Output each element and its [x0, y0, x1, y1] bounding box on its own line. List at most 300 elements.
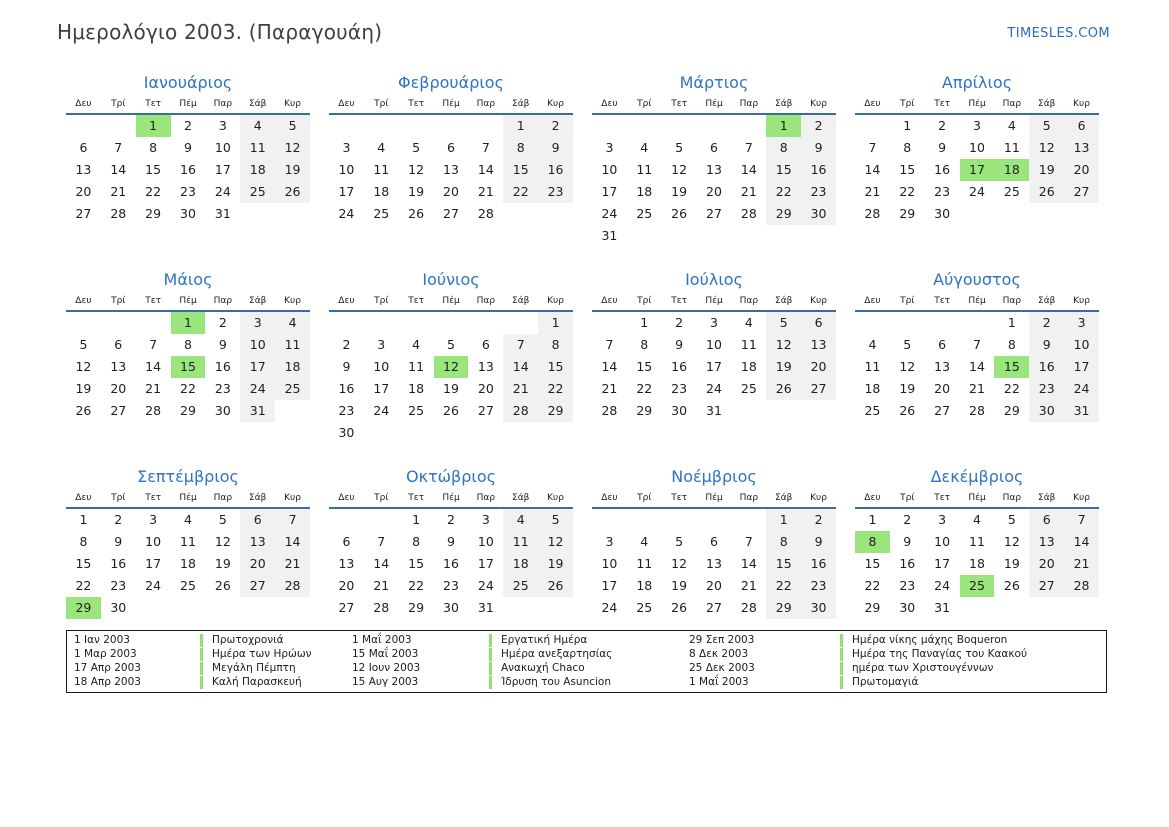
month-2	[329, 73, 573, 247]
legend-date: 12 Ιουν 2003	[352, 662, 421, 674]
empty-day-cell	[731, 509, 766, 531]
day-cell: 5	[675, 140, 684, 155]
day-cell: 9	[675, 337, 684, 352]
day-cell: 8	[640, 337, 649, 352]
empty-day-cell	[1029, 203, 1064, 225]
day-cell: 7	[973, 337, 981, 352]
day-cell: 3	[218, 118, 227, 133]
day-cell: 2	[218, 315, 227, 330]
month-title: Ιούνιος	[422, 270, 480, 289]
day-cell: 23	[214, 381, 231, 396]
day-cell: 6	[79, 140, 88, 155]
weekday-label: Τετ	[934, 493, 951, 503]
day-cell: 19	[671, 184, 688, 199]
empty-day-cell	[66, 115, 101, 137]
weekday-label: Τρί	[900, 99, 915, 109]
day-cell: 22	[145, 184, 162, 199]
empty-day-cell	[364, 312, 399, 334]
empty-day-cell	[503, 422, 538, 444]
weekend-day-cell: 9	[538, 137, 573, 159]
day-cell: 24	[477, 578, 494, 593]
day-cell: 19	[671, 578, 688, 593]
empty-day-cell	[171, 422, 206, 444]
empty-day-cell	[275, 400, 310, 422]
weekend-day-cell: 7	[503, 334, 538, 356]
day-cell: 20	[75, 184, 92, 199]
week-row	[329, 400, 573, 422]
legend-date: 1 Ιαν 2003	[74, 634, 130, 646]
empty-day-cell	[731, 115, 766, 137]
week-row	[329, 334, 573, 356]
day-cell: 8	[79, 534, 88, 549]
day-cell: 6	[938, 337, 947, 352]
day-cell: 17	[934, 556, 951, 571]
week-row	[855, 181, 1099, 203]
day-cell: 9	[218, 337, 227, 352]
day-cell: 7	[481, 140, 490, 155]
weekday-label: Τρί	[900, 493, 915, 503]
weekday-label: Τρί	[637, 296, 652, 306]
day-cell: 29	[636, 403, 653, 418]
weekday-header-row	[66, 99, 310, 115]
week-row	[855, 225, 1099, 247]
legend-date: 15 Μαΐ 2003	[352, 648, 419, 660]
weekday-label: Κυρ	[284, 99, 301, 109]
week-row	[855, 159, 1099, 181]
weekend-day-cell: 27	[240, 575, 275, 597]
day-cell: 17	[706, 359, 722, 374]
empty-day-cell	[171, 597, 206, 619]
day-cell: 7	[868, 140, 877, 155]
day-cell: 2	[938, 118, 947, 133]
weekend-day-cell: 17	[240, 356, 275, 378]
weekday-label: Κυρ	[547, 493, 564, 503]
day-cell: 20	[706, 184, 722, 199]
day-cell: 3	[149, 512, 158, 527]
weekday-label: Πέμ	[968, 296, 986, 306]
weekday-label: Τετ	[671, 99, 688, 109]
week-row	[592, 312, 836, 334]
day-cell: 17	[338, 184, 355, 199]
day-cell: 4	[973, 512, 981, 527]
empty-day-cell	[731, 400, 766, 422]
weekday-label: Τετ	[145, 493, 162, 503]
legend-date: 15 Αυγ 2003	[352, 676, 419, 688]
week-row	[592, 225, 836, 247]
day-cell: 12	[671, 162, 688, 177]
day-cell: 29	[864, 600, 881, 615]
weekday-label: Πέμ	[705, 99, 723, 109]
weekend-day-cell: 22	[538, 378, 573, 400]
empty-day-cell	[468, 422, 503, 444]
day-cell: 15	[864, 556, 881, 571]
weekend-day-cell: 20	[1064, 159, 1099, 181]
day-cell: 11	[373, 162, 390, 177]
weekday-label: Τετ	[934, 296, 951, 306]
weekday-label: Πέμ	[179, 493, 197, 503]
day-cell: 2	[675, 315, 684, 330]
day-cell: 3	[710, 315, 718, 330]
month-title: Μάρτιος	[679, 73, 749, 92]
calendar-months	[66, 73, 1099, 641]
weekend-day-cell: 9	[801, 531, 836, 553]
empty-day-cell	[855, 115, 890, 137]
empty-day-cell	[1029, 225, 1064, 247]
day-cell: 30	[443, 600, 459, 615]
week-row	[592, 597, 836, 619]
day-cell: 19	[408, 184, 425, 199]
day-cell: 25	[1003, 184, 1020, 199]
day-cell: 1	[868, 512, 877, 527]
week-row	[855, 137, 1099, 159]
weekday-header-row	[855, 99, 1099, 115]
weekday-header-row	[329, 493, 573, 509]
empty-day-cell	[538, 203, 573, 225]
weekday-label: Κυρ	[284, 296, 301, 306]
day-cell: 11	[864, 359, 881, 374]
day-cell: 4	[1007, 118, 1016, 133]
weekend-day-cell: 5	[1029, 115, 1064, 137]
weekend-day-cell: 5	[766, 312, 801, 334]
day-cell: 14	[864, 162, 881, 177]
weekday-label: Σάβ	[249, 493, 267, 503]
week-row	[329, 509, 573, 531]
day-cell: 7	[149, 337, 158, 352]
weekend-day-cell: 21	[275, 553, 310, 575]
day-cell: 4	[377, 140, 386, 155]
weekend-day-cell: 20	[240, 553, 275, 575]
week-row	[855, 378, 1099, 400]
empty-day-cell	[662, 225, 697, 247]
weekday-header-row	[329, 99, 573, 115]
empty-day-cell	[627, 509, 662, 531]
holiday-day-cell: 29	[66, 597, 101, 619]
weekend-day-cell: 11	[275, 334, 310, 356]
week-row	[66, 137, 310, 159]
empty-day-cell	[503, 225, 538, 247]
weekend-day-cell: 30	[1029, 400, 1064, 422]
legend-holiday-name: Καλή Παρασκευή	[200, 676, 352, 689]
day-cell: 6	[447, 140, 455, 155]
weekend-day-cell: 20	[801, 356, 836, 378]
weekend-day-cell: 6	[240, 509, 275, 531]
weekend-day-cell: 13	[801, 334, 836, 356]
week-row	[329, 422, 573, 444]
day-cell: 7	[377, 534, 386, 549]
weekend-day-cell: 16	[1029, 356, 1064, 378]
day-cell: 2	[114, 512, 123, 527]
day-cell: 14	[601, 359, 618, 374]
day-cell: 25	[408, 403, 425, 418]
weekend-day-cell: 28	[275, 575, 310, 597]
day-cell: 31	[934, 600, 951, 615]
weekend-day-cell: 15	[503, 159, 538, 181]
day-cell: 10	[214, 140, 231, 155]
week-row	[66, 115, 310, 137]
weekday-label: Παρ	[1002, 296, 1022, 306]
month-title: Ιανουάριος	[143, 73, 233, 92]
weekday-label: Σάβ	[249, 296, 267, 306]
legend-date: 29 Σεπ 2003	[689, 634, 755, 646]
weekday-label: Πέμ	[705, 493, 723, 503]
weekend-day-cell: 18	[275, 356, 310, 378]
day-cell: 16	[338, 381, 355, 396]
day-cell: 16	[180, 162, 196, 177]
weekday-label: Τρί	[900, 296, 915, 306]
day-cell: 26	[443, 403, 459, 418]
day-cell: 4	[640, 534, 649, 549]
day-cell: 10	[338, 162, 355, 177]
empty-day-cell	[399, 312, 434, 334]
day-cell: 30	[214, 403, 231, 418]
empty-day-cell	[855, 225, 890, 247]
day-cell: 14	[740, 162, 757, 177]
empty-day-cell	[171, 225, 206, 247]
weekday-label: Τετ	[671, 296, 688, 306]
weekday-label: Δευ	[864, 99, 881, 109]
day-cell: 5	[79, 337, 88, 352]
empty-day-cell	[434, 225, 469, 247]
day-cell: 16	[899, 556, 916, 571]
weekend-day-cell: 8	[766, 137, 801, 159]
day-cell: 28	[373, 600, 390, 615]
day-cell: 15	[408, 556, 425, 571]
weekday-label: Τρί	[374, 99, 389, 109]
empty-day-cell	[101, 115, 136, 137]
day-cell: 9	[938, 140, 947, 155]
weekend-day-cell: 10	[240, 334, 275, 356]
day-cell: 28	[969, 403, 985, 418]
day-cell: 11	[636, 556, 653, 571]
week-row	[66, 225, 310, 247]
weekend-day-cell: 5	[275, 115, 310, 137]
empty-day-cell	[801, 225, 836, 247]
weekday-label: Κυρ	[547, 296, 564, 306]
empty-day-cell	[994, 203, 1029, 225]
empty-day-cell	[503, 597, 538, 619]
weekend-day-cell: 22	[766, 575, 801, 597]
day-cell: 28	[601, 403, 618, 418]
day-cell: 26	[75, 403, 92, 418]
day-cell: 24	[706, 381, 722, 396]
day-cell: 3	[481, 512, 490, 527]
weekend-day-cell: 19	[1029, 159, 1064, 181]
weekday-label: Τρί	[637, 99, 652, 109]
empty-day-cell	[364, 115, 399, 137]
empty-day-cell	[697, 509, 732, 531]
day-cell: 13	[443, 162, 459, 177]
weekday-label: Σάβ	[775, 296, 793, 306]
day-cell: 31	[706, 403, 722, 418]
legend-date: 1 Μαρ 2003	[74, 648, 137, 660]
month-4	[855, 73, 1099, 247]
empty-day-cell	[240, 225, 275, 247]
holiday-day-cell: 1	[136, 115, 171, 137]
day-cell: 5	[903, 337, 912, 352]
weekend-day-cell: 27	[801, 378, 836, 400]
empty-day-cell	[925, 422, 960, 444]
holiday-day-cell: 18	[994, 159, 1029, 181]
weekday-label: Παρ	[1002, 493, 1022, 503]
weekday-header-row	[592, 99, 836, 115]
day-cell: 27	[706, 600, 722, 615]
empty-day-cell	[662, 509, 697, 531]
day-cell: 13	[477, 359, 494, 374]
day-cell: 5	[218, 512, 227, 527]
day-cell: 22	[180, 381, 196, 396]
weekday-label: Παρ	[213, 99, 233, 109]
day-cell: 30	[338, 425, 355, 440]
weekend-day-cell: 29	[766, 597, 801, 619]
empty-day-cell	[434, 312, 469, 334]
day-cell: 18	[740, 359, 757, 374]
empty-day-cell	[503, 312, 538, 334]
weekday-header-row	[66, 493, 310, 509]
day-cell: 30	[934, 206, 951, 221]
day-cell: 4	[640, 140, 649, 155]
day-cell: 23	[899, 578, 916, 593]
day-cell: 11	[1003, 140, 1020, 155]
week-row	[66, 356, 310, 378]
empty-day-cell	[364, 225, 399, 247]
weekday-label: Δευ	[338, 99, 355, 109]
empty-day-cell	[538, 422, 573, 444]
day-cell: 27	[706, 206, 722, 221]
day-cell: 23	[110, 578, 127, 593]
empty-day-cell	[960, 203, 995, 225]
week-row	[66, 181, 310, 203]
empty-day-cell	[592, 115, 627, 137]
weekend-day-cell: 1	[766, 509, 801, 531]
day-cell: 21	[740, 578, 757, 593]
weekend-day-cell: 26	[1029, 181, 1064, 203]
week-row	[329, 137, 573, 159]
day-cell: 15	[899, 162, 916, 177]
day-cell: 16	[934, 162, 951, 177]
legend-holiday-name: Ημέρα ανεξαρτησίας	[489, 648, 689, 661]
month-title: Οκτώβριος	[405, 467, 496, 486]
weekend-day-cell: 6	[1064, 115, 1099, 137]
weekend-day-cell: 15	[538, 356, 573, 378]
day-cell: 21	[110, 184, 127, 199]
weekday-label: Παρ	[739, 493, 759, 503]
weekday-label: Παρ	[213, 493, 233, 503]
day-cell: 20	[443, 184, 459, 199]
weekend-day-cell: 18	[503, 553, 538, 575]
site-link[interactable]: TIMESLES.COM	[1007, 26, 1110, 41]
week-row	[66, 334, 310, 356]
weekend-day-cell: 24	[1064, 378, 1099, 400]
empty-day-cell	[627, 422, 662, 444]
day-cell: 18	[180, 556, 196, 571]
weekday-header-row	[592, 493, 836, 509]
week-row	[66, 159, 310, 181]
day-cell: 18	[636, 578, 653, 593]
weekday-header-row	[66, 296, 310, 312]
empty-day-cell	[994, 422, 1029, 444]
day-cell: 20	[934, 381, 951, 396]
week-row	[592, 509, 836, 531]
weekday-label: Πέμ	[442, 296, 460, 306]
day-cell: 7	[744, 140, 753, 155]
day-cell: 26	[671, 206, 688, 221]
day-cell: 29	[180, 403, 196, 418]
weekday-label: Δευ	[75, 493, 92, 503]
weekend-day-cell: 28	[503, 400, 538, 422]
day-cell: 15	[145, 162, 162, 177]
day-cell: 22	[864, 578, 881, 593]
day-cell: 3	[342, 140, 351, 155]
weekend-day-cell: 16	[801, 159, 836, 181]
weekday-label: Κυρ	[810, 99, 827, 109]
month-title: Δεκέμβριος	[930, 467, 1024, 486]
day-cell: 11	[636, 162, 653, 177]
empty-day-cell	[136, 225, 171, 247]
day-cell: 13	[706, 162, 722, 177]
day-cell: 22	[899, 184, 916, 199]
holiday-day-cell: 25	[960, 575, 995, 597]
week-row	[592, 575, 836, 597]
day-cell: 17	[477, 556, 494, 571]
weekday-label: Σάβ	[775, 493, 793, 503]
weekday-header-row	[329, 296, 573, 312]
weekday-label: Πέμ	[179, 99, 197, 109]
empty-day-cell	[662, 422, 697, 444]
holiday-legend	[66, 630, 1107, 693]
month-title: Ιούλιος	[685, 270, 743, 289]
week-row	[329, 225, 573, 247]
week-row	[66, 312, 310, 334]
empty-day-cell	[205, 225, 240, 247]
empty-day-cell	[890, 312, 925, 334]
week-row	[855, 115, 1099, 137]
week-row	[329, 597, 573, 619]
empty-day-cell	[538, 225, 573, 247]
day-cell: 5	[412, 140, 421, 155]
day-cell: 10	[969, 140, 985, 155]
day-cell: 3	[377, 337, 386, 352]
day-cell: 19	[75, 381, 92, 396]
day-cell: 30	[180, 206, 196, 221]
weekday-header-row	[855, 296, 1099, 312]
weekday-label: Δευ	[601, 493, 618, 503]
empty-day-cell	[468, 312, 503, 334]
weekday-label: Δευ	[75, 99, 92, 109]
day-cell: 15	[636, 359, 653, 374]
week-row	[592, 115, 836, 137]
day-cell: 16	[214, 359, 231, 374]
day-cell: 15	[75, 556, 92, 571]
week-row	[855, 203, 1099, 225]
day-cell: 13	[75, 162, 92, 177]
empty-day-cell	[399, 422, 434, 444]
empty-day-cell	[960, 225, 995, 247]
week-row	[329, 203, 573, 225]
weekend-day-cell: 15	[766, 553, 801, 575]
day-cell: 19	[899, 381, 916, 396]
day-cell: 14	[110, 162, 127, 177]
holiday-day-cell: 15	[994, 356, 1029, 378]
weekend-day-cell: 13	[1064, 137, 1099, 159]
day-cell: 13	[338, 556, 355, 571]
weekday-label: Σάβ	[512, 99, 530, 109]
day-cell: 25	[864, 403, 881, 418]
day-cell: 1	[79, 512, 88, 527]
empty-day-cell	[960, 597, 995, 619]
holiday-day-cell: 8	[855, 531, 890, 553]
day-cell: 11	[740, 337, 757, 352]
day-cell: 11	[969, 534, 985, 549]
